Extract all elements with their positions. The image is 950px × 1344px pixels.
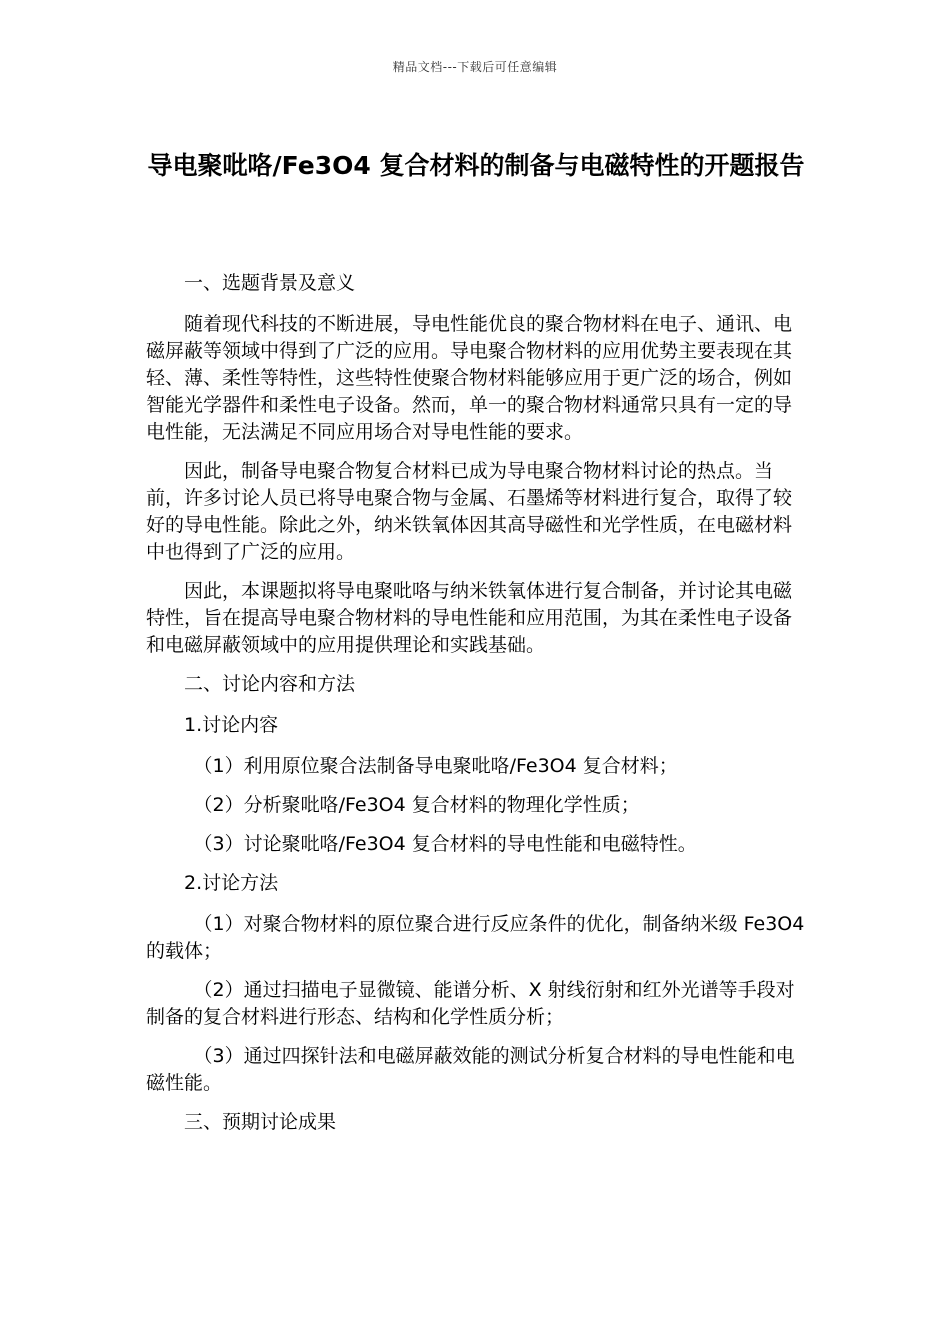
section-heading-2: 二、讨论内容和方法 [184, 673, 356, 695]
subheading-content: 1.讨论内容 [184, 714, 279, 736]
subheading-method: 2.讨论方法 [184, 872, 279, 894]
paragraph-background-3: 因此，本课题拟将导电聚吡咯与纳米铁氧体进行复合制备，并讨论其电磁特性，旨在提高导电聚合物材料的导电性能和应用范围，为其在柔性电子设备和电磁屏蔽领域中的应用提供理论和实践基础。 [146, 580, 793, 656]
method-item-1: （1）对聚合物材料的原位聚合进行反应条件的优化，制备纳米级 Fe3O4 的载体； [146, 913, 805, 962]
paragraph-background-1: 随着现代科技的不断进展，导电性能优良的聚合物材料在电子、通讯、电磁屏蔽等领域中得到了广泛的应用。导电聚合物材料的应用优势主要表现在其轻、薄、柔性等特性，这些特性使聚合物材料能够应用于更广泛的场合，例如智能光学器件和柔性电子设备。然而，单一的聚合物材料通常只具有一定的导电性能，无法满足不同应用场合对导电性能的要求。 [146, 313, 793, 443]
section-heading-3: 三、预期讨论成果 [184, 1111, 337, 1133]
method-item-2: （2）通过扫描电子显微镜、能谱分析、X 射线衍射和红外光谱等手段对制备的复合材料进行形态、结构和化学性质分析； [146, 979, 795, 1028]
content-item-1: （1）利用原位聚合法制备导电聚吡咯/Fe3O4 复合材料； [193, 755, 678, 777]
paragraph-background-2: 因此，制备导电聚合物复合材料已成为导电聚合物材料讨论的热点。当前，许多讨论人员已将导电聚合物与金属、石墨烯等材料进行复合，取得了较好的导电性能。除此之外，纳米铁氧体因其高导磁性和光学性质，在电磁材料中也得到了广泛的应用。 [146, 460, 793, 563]
content-item-3: （3）讨论聚吡咯/Fe3O4 复合材料的导电性能和电磁特性。 [193, 833, 697, 855]
header-note: 精品文档---下载后可任意编辑 [392, 60, 558, 74]
method-item-3: （3）通过四探针法和电磁屏蔽效能的测试分析复合材料的导电性能和电磁性能。 [146, 1045, 795, 1094]
content-item-2: （2）分析聚吡咯/Fe3O4 复合材料的物理化学性质； [193, 794, 640, 816]
section-heading-1: 一、选题背景及意义 [184, 272, 356, 294]
document-title: 导电聚吡咯/Fe3O4 复合材料的制备与电磁特性的开题报告 [147, 151, 805, 180]
document-body [146, 270, 808, 1150]
